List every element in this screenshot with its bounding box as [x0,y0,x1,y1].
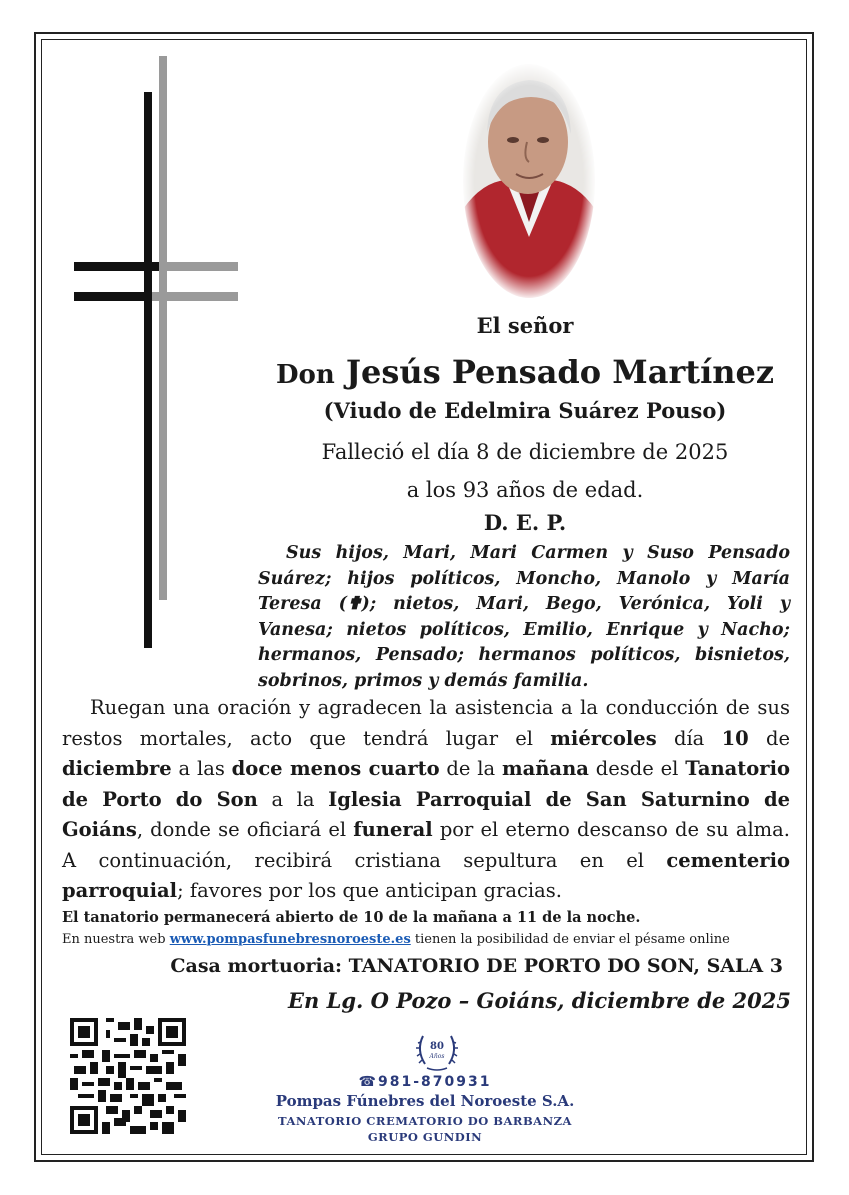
dep: D. E. P. [483,510,567,535]
death-date: Falleció el día 8 de diciembre de 2025 [321,440,729,464]
anniversary-logo [413,1030,461,1072]
company-name: Pompas Fúnebres del Noroeste S.A. [275,1092,575,1110]
tanatorio-hours: El tanatorio permanecerá abierto de 10 de la mañana a 11 de la noche. [62,909,641,926]
family-text: Sus hijos, Mari, Mari Carmen y Suso Pensado Suárez; hijos políticos, Moncho, Manolo y María Teresa (✟); nietos, Mari, Bego, Verónica, Yoli y Vanesa; nietos políticos, Emilio, Enrique y Nacho; hermanos, Pensado; hermanos políticos, bisnietos, sobrinos, primos y demás familia. [258,543,790,691]
family-list [258,541,790,694]
phone-number[interactable]: ☎981-870931 [358,1074,492,1090]
cross-black-vertical [144,92,152,648]
place-date: En Lg. O Pozo – Goiáns, diciembre de 2025 [287,988,791,1013]
logo-text: Años [429,1053,445,1060]
cross-grey-horizontal-overlap [159,262,238,271]
casa-mortuoria: Casa mortuoria: TANATORIO DE PORTO DO SON, SALA 3 [170,955,783,977]
cross-grey-vertical [159,56,167,600]
honorific: Don [275,360,335,390]
age: a los 93 años de edad. [406,478,644,502]
group-name: GRUPO GUNDIN [367,1130,483,1144]
website-link[interactable]: www.pompasfunebresnoroeste.es [169,932,411,947]
cross-black-horizontal-overlap [74,292,152,301]
ceremony-details [62,693,790,907]
deceased-portrait [461,62,597,300]
qr-code[interactable] [70,1018,186,1134]
salutation: El señor [476,313,574,338]
ceremony-paragraph: Ruegan una oración y agradecen la asistencia a la conducción de sus restos mortales, acto que tendrá lugar el miércoles día 10 de diciembre a las doce menos cuarto de la mañana desde el Tanatorio de Porto do Son a la Iglesia Parroquial de San Saturnino de Goiáns, donde se oficiará el funeral por el eterno descanso de su alma. A continuación, recibirá cristiana sepultura en el cementerio parroquial; favores por los que anticipan gracias. [62,696,790,902]
logo-number: 80 [430,1041,444,1052]
full-name: Jesús Pensado Martínez [345,353,775,391]
deceased-name [260,353,790,391]
web-line: En nuestra web www.pompasfunebresnoroeste.es tienen la posibilidad de enviar el pésame online [62,932,730,947]
widow-note: (Viudo de Edelmira Suárez Pouso) [323,398,727,423]
crematorio-name: TANATORIO CREMATORIO DO BARBANZA [278,1114,572,1128]
